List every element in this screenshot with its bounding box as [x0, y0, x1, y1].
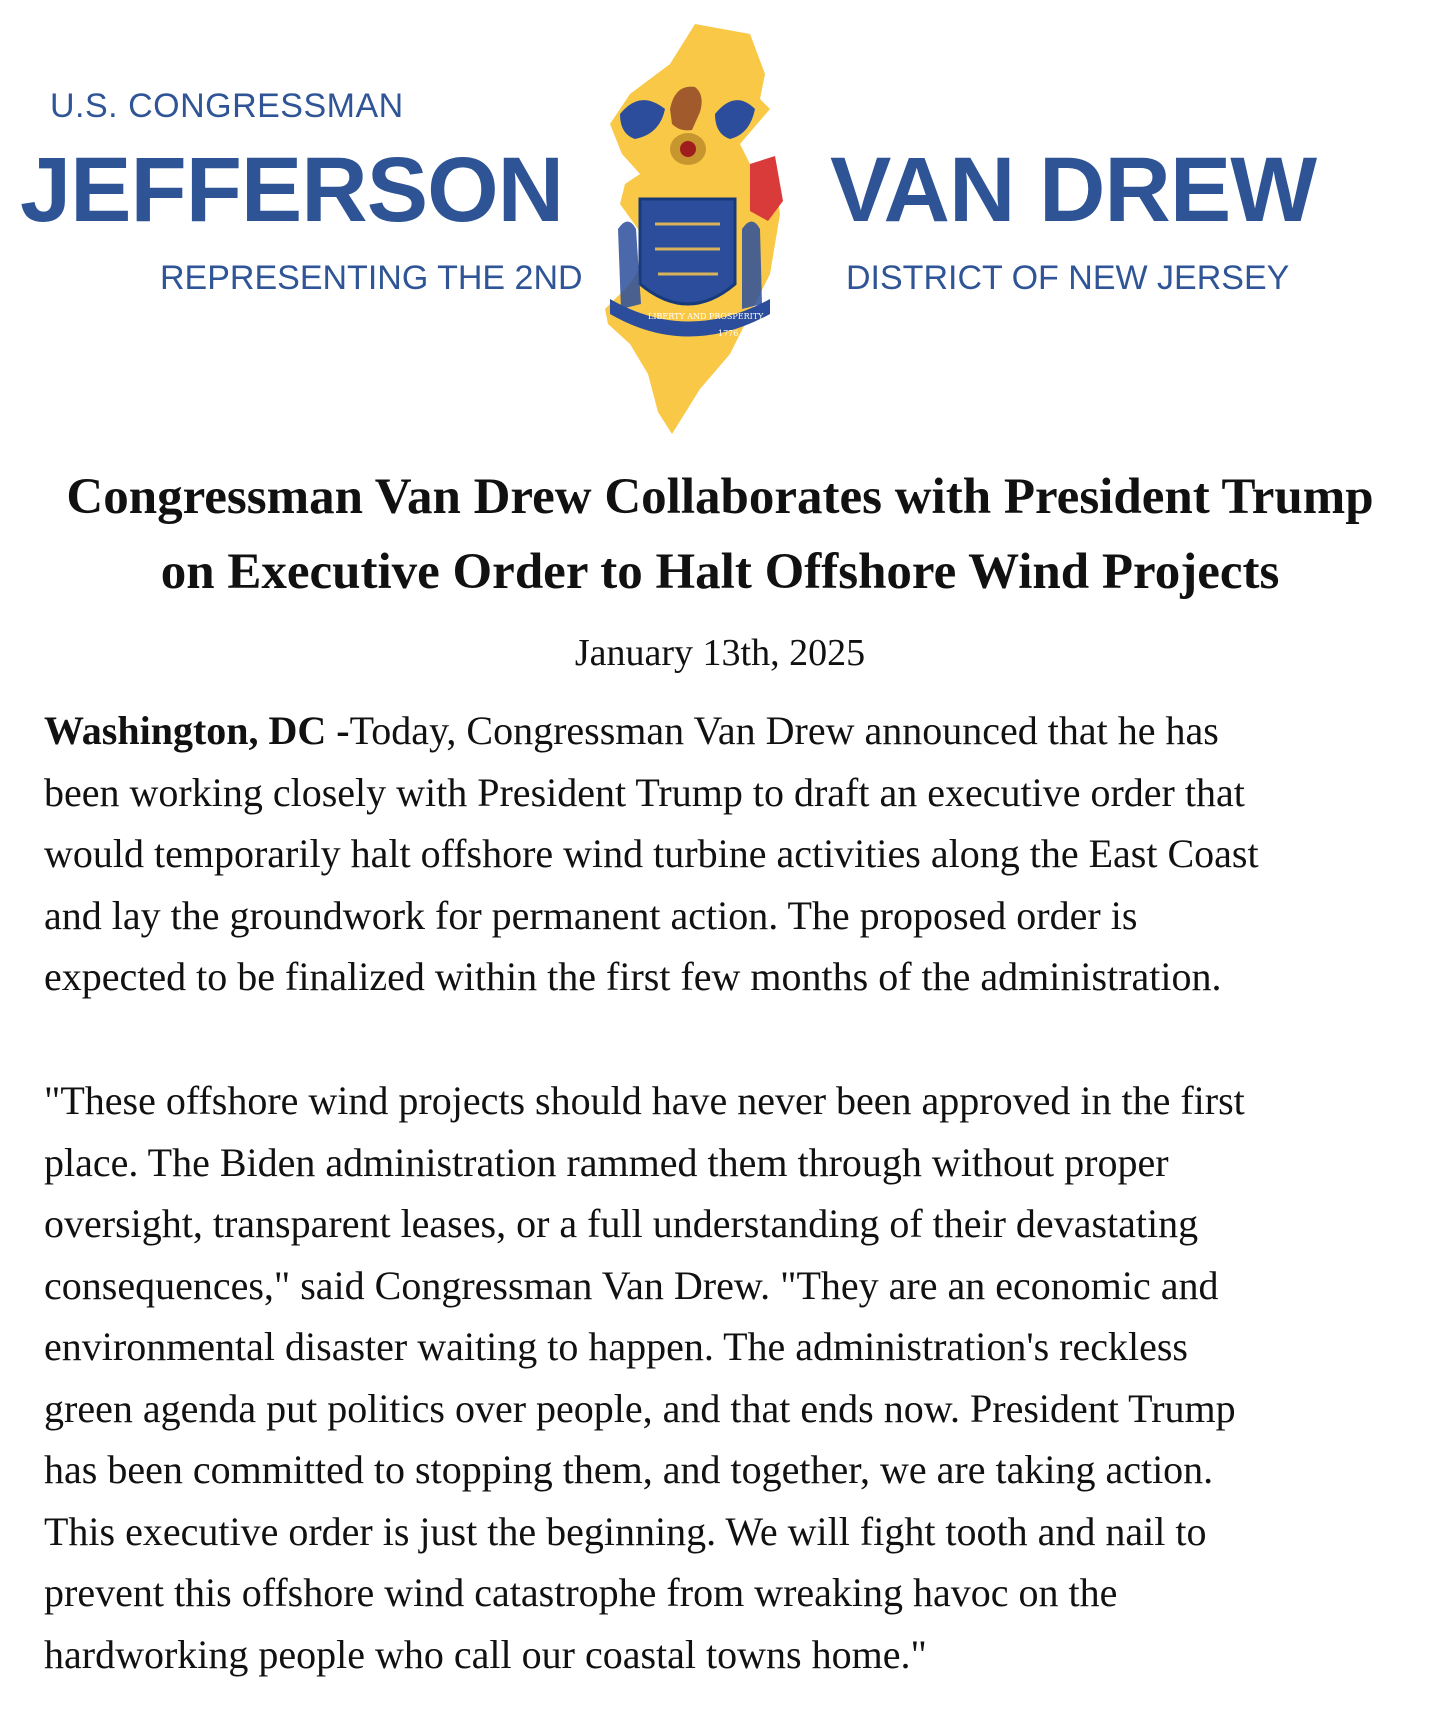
headline-line-2: on Executive Order to Halt Offshore Wind Projects [160, 544, 1280, 600]
congressman-prefix: U.S. CONGRESSMAN [50, 87, 404, 125]
seal-year: 1776 [718, 329, 739, 338]
seal-helmet-visor [680, 141, 696, 157]
seal-right-figure [742, 222, 762, 310]
p2-line-10: hardworking people who call our coastal towns home." [44, 1631, 927, 1677]
p1-line-4: and lay the groundwork for permanent action. The proposed order is [44, 892, 1138, 938]
p1-line-1: Today, Congressman Van Drew announced that he has [349, 708, 1219, 753]
last-name: VAN DREW [830, 139, 1317, 241]
seal-ribbon-text: LIBERTY AND PROSPERITY [648, 312, 764, 321]
release-date: January 13th, 2025 [574, 632, 866, 674]
p1-line-2: been working closely with President Trump to draft an executive order that [44, 769, 1245, 815]
p2-line-8: This executive order is just the beginning. We will fight tooth and nail to [44, 1508, 1207, 1554]
p2-line-6: green agenda put politics over people, and that ends now. President Trump [44, 1385, 1236, 1431]
press-release-headline [0, 460, 1440, 610]
p1-line-5: expected to be finalized within the first few months of the administration. [44, 954, 1222, 999]
first-name: JEFFERSON [20, 139, 564, 241]
p2-line-9: prevent this offshore wind catastrophe from wreaking havoc on the [44, 1570, 1118, 1615]
p2-line-4: consequences," said Congressman Van Drew. "They are an economic and [44, 1262, 1219, 1308]
p2-line-2: place. The Biden administration rammed them through without proper [44, 1139, 1169, 1185]
body-paragraph-2 [44, 1070, 1424, 1685]
p2-line-3: oversight, transparent leases, or a full understanding of their devastating [44, 1201, 1199, 1246]
letterhead [0, 0, 1440, 450]
p2-line-7: has been committed to stopping them, and together, we are taking action. [44, 1447, 1214, 1492]
district-subtitle-right: DISTRICT OF NEW JERSEY [846, 259, 1290, 297]
headline-line-1: Congressman Van Drew Collaborates with President Trump [66, 469, 1374, 525]
p1-line-3: would temporarily halt offshore wind turbine activities along the East Coast [44, 831, 1259, 876]
seal-shield [640, 199, 735, 304]
location-dateline: Washington, DC - [44, 708, 350, 753]
p2-line-1: "These offshore wind projects should have never been approved in the first [44, 1078, 1245, 1123]
body-paragraph-1 [44, 700, 1424, 1008]
new-jersey-seal-map-logo [600, 14, 840, 444]
district-subtitle-left: REPRESENTING THE 2ND [160, 259, 583, 297]
p2-line-5: environmental disaster waiting to happen. The administration's reckless [44, 1324, 1188, 1369]
seal-left-figure [618, 222, 641, 310]
